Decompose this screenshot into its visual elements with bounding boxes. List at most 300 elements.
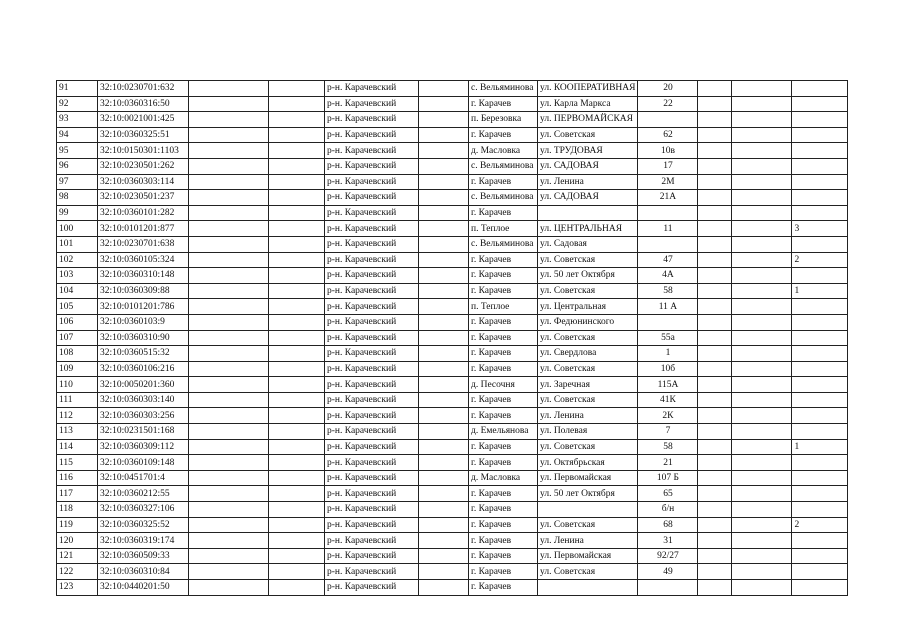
empty-cell [698,548,732,564]
street-cell: ул. ЦЕНТРАЛЬНАЯ [538,221,638,237]
extra-number-cell [792,143,848,159]
empty-cell [732,299,792,315]
table-row [57,517,848,533]
extra-number-cell [792,502,848,518]
district-cell: р-н. Карачевский [325,330,419,346]
district-cell: р-н. Карачевский [325,517,419,533]
street-cell: ул. Советская [538,392,638,408]
empty-cell [269,112,325,128]
street-cell: ул. Советская [538,330,638,346]
empty-cell [732,96,792,112]
row-number-cell: 112 [57,408,98,424]
extra-number-cell [792,190,848,206]
empty-cell [189,361,269,377]
cadastral-number-cell: 32:10:0360303:256 [98,408,189,424]
empty-cell [732,283,792,299]
house-number-cell: 47 [638,252,698,268]
empty-cell [419,158,469,174]
table-row [57,533,848,549]
house-number-cell [638,236,698,252]
street-cell: ул. Заречная [538,377,638,393]
cadastral-number-cell: 32:10:0360325:51 [98,127,189,143]
empty-cell [698,424,732,440]
empty-cell [698,439,732,455]
empty-cell [732,580,792,596]
extra-number-cell [792,112,848,128]
empty-cell [419,346,469,362]
settlement-cell: с. Вельяминова [469,158,538,174]
row-number-cell: 108 [57,346,98,362]
address-table [56,80,848,596]
empty-cell [189,314,269,330]
row-number-cell: 91 [57,81,98,97]
table-row [57,221,848,237]
empty-cell [419,252,469,268]
table-row [57,548,848,564]
empty-cell [419,377,469,393]
street-cell: ул. 50 лет Октября [538,268,638,284]
row-number-cell: 96 [57,158,98,174]
street-cell: ул. КООПЕРАТИВНАЯ [538,81,638,97]
row-number-cell: 106 [57,314,98,330]
empty-cell [419,455,469,471]
empty-cell [189,190,269,206]
house-number-cell: 62 [638,127,698,143]
house-number-cell: 21 [638,455,698,471]
row-number-cell: 115 [57,455,98,471]
settlement-cell: г. Карачев [469,283,538,299]
row-number-cell: 98 [57,190,98,206]
settlement-cell: г. Карачев [469,502,538,518]
empty-cell [698,143,732,159]
settlement-cell: д. Емельянова [469,424,538,440]
empty-cell [419,221,469,237]
house-number-cell: 10б [638,361,698,377]
house-number-cell: 17 [638,158,698,174]
table-row [57,127,848,143]
empty-cell [732,564,792,580]
cadastral-number-cell: 32:10:0360303:140 [98,392,189,408]
extra-number-cell [792,424,848,440]
table-row [57,81,848,97]
house-number-cell: 4А [638,268,698,284]
cadastral-number-cell: 32:10:0050201:360 [98,377,189,393]
empty-cell [189,377,269,393]
street-cell: ул. Советская [538,252,638,268]
cadastral-number-cell: 32:10:0230501:237 [98,190,189,206]
settlement-cell: г. Карачев [469,580,538,596]
table-row [57,112,848,128]
district-cell: р-н. Карачевский [325,361,419,377]
empty-cell [419,127,469,143]
row-number-cell: 103 [57,268,98,284]
house-number-cell: 49 [638,564,698,580]
empty-cell [419,533,469,549]
empty-cell [732,205,792,221]
table-row [57,96,848,112]
settlement-cell: г. Карачев [469,486,538,502]
settlement-cell: г. Карачев [469,330,538,346]
row-number-cell: 93 [57,112,98,128]
settlement-cell: с. Вельяминова [469,236,538,252]
street-cell: ул. Первомайская [538,470,638,486]
settlement-cell: г. Карачев [469,174,538,190]
table-row [57,424,848,440]
empty-cell [269,408,325,424]
empty-cell [732,439,792,455]
cadastral-number-cell: 32:10:0360316:50 [98,96,189,112]
empty-cell [732,127,792,143]
row-number-cell: 121 [57,548,98,564]
table-row [57,330,848,346]
empty-cell [189,533,269,549]
extra-number-cell [792,377,848,393]
empty-cell [189,470,269,486]
settlement-cell: п. Теплое [469,299,538,315]
empty-cell [269,548,325,564]
district-cell: р-н. Карачевский [325,533,419,549]
settlement-cell: с. Вельяминова [469,190,538,206]
row-number-cell: 101 [57,236,98,252]
house-number-cell: 115А [638,377,698,393]
table-row [57,268,848,284]
empty-cell [698,268,732,284]
empty-cell [269,377,325,393]
cadastral-number-cell: 32:10:0360105:324 [98,252,189,268]
house-number-cell [638,314,698,330]
empty-cell [189,143,269,159]
settlement-cell: г. Карачев [469,455,538,471]
table-row [57,361,848,377]
empty-cell [732,408,792,424]
street-cell [538,502,638,518]
empty-cell [419,143,469,159]
street-cell: ул. Советская [538,283,638,299]
empty-cell [189,548,269,564]
street-cell: ул. Полевая [538,424,638,440]
empty-cell [269,81,325,97]
empty-cell [698,81,732,97]
empty-cell [732,236,792,252]
empty-cell [732,517,792,533]
district-cell: р-н. Карачевский [325,439,419,455]
empty-cell [698,127,732,143]
district-cell: р-н. Карачевский [325,377,419,393]
street-cell [538,205,638,221]
settlement-cell: п. Березовка [469,112,538,128]
settlement-cell: г. Карачев [469,439,538,455]
house-number-cell: 1 [638,346,698,362]
empty-cell [732,174,792,190]
district-cell: р-н. Карачевский [325,127,419,143]
table-row [57,158,848,174]
street-cell: ул. САДОВАЯ [538,190,638,206]
row-number-cell: 109 [57,361,98,377]
empty-cell [419,502,469,518]
settlement-cell: г. Карачев [469,96,538,112]
settlement-cell: г. Карачев [469,252,538,268]
cadastral-number-cell: 32:10:0230701:632 [98,81,189,97]
empty-cell [419,361,469,377]
extra-number-cell [792,96,848,112]
table-row [57,190,848,206]
empty-cell [189,392,269,408]
empty-cell [698,174,732,190]
house-number-cell: 65 [638,486,698,502]
row-number-cell: 99 [57,205,98,221]
empty-cell [698,283,732,299]
row-number-cell: 120 [57,533,98,549]
cadastral-number-cell: 32:10:0360515:32 [98,346,189,362]
row-number-cell: 107 [57,330,98,346]
cadastral-number-cell: 32:10:0101201:877 [98,221,189,237]
street-cell: ул. Свердлова [538,346,638,362]
empty-cell [698,190,732,206]
empty-cell [269,143,325,159]
table-row [57,408,848,424]
cadastral-number-cell: 32:10:0021001:425 [98,112,189,128]
empty-cell [698,221,732,237]
row-number-cell: 102 [57,252,98,268]
table-row [57,143,848,159]
empty-cell [698,392,732,408]
cadastral-number-cell: 32:10:0101201:786 [98,299,189,315]
street-cell: ул. Советская [538,361,638,377]
table-row [57,174,848,190]
district-cell: р-н. Карачевский [325,408,419,424]
empty-cell [698,408,732,424]
empty-cell [189,283,269,299]
empty-cell [419,81,469,97]
empty-cell [698,236,732,252]
empty-cell [269,439,325,455]
street-cell: ул. Советская [538,127,638,143]
row-number-cell: 104 [57,283,98,299]
empty-cell [698,377,732,393]
street-cell: ул. ПЕРВОМАЙСКАЯ [538,112,638,128]
district-cell: р-н. Карачевский [325,564,419,580]
empty-cell [419,439,469,455]
empty-cell [419,299,469,315]
empty-cell [419,470,469,486]
settlement-cell: г. Карачев [469,268,538,284]
empty-cell [419,580,469,596]
house-number-cell: 2К [638,408,698,424]
empty-cell [189,486,269,502]
table-row [57,502,848,518]
settlement-cell: г. Карачев [469,517,538,533]
table-row [57,377,848,393]
house-number-cell: 55а [638,330,698,346]
table-row [57,252,848,268]
settlement-cell: д. Масловка [469,143,538,159]
empty-cell [698,96,732,112]
extra-number-cell [792,205,848,221]
table-row [57,205,848,221]
empty-cell [698,330,732,346]
extra-number-cell [792,158,848,174]
empty-cell [189,439,269,455]
district-cell: р-н. Карачевский [325,205,419,221]
empty-cell [269,314,325,330]
table-row [57,299,848,315]
empty-cell [269,299,325,315]
row-number-cell: 116 [57,470,98,486]
table-row [57,486,848,502]
empty-cell [732,112,792,128]
extra-number-cell [792,314,848,330]
extra-number-cell [792,470,848,486]
settlement-cell: г. Карачев [469,361,538,377]
empty-cell [269,283,325,299]
empty-cell [269,361,325,377]
empty-cell [419,330,469,346]
extra-number-cell [792,236,848,252]
row-number-cell: 119 [57,517,98,533]
row-number-cell: 97 [57,174,98,190]
cadastral-number-cell: 32:10:0360103:9 [98,314,189,330]
district-cell: р-н. Карачевский [325,470,419,486]
empty-cell [698,314,732,330]
row-number-cell: 92 [57,96,98,112]
settlement-cell: г. Карачев [469,564,538,580]
empty-cell [189,299,269,315]
cadastral-number-cell: 32:10:0360309:88 [98,283,189,299]
district-cell: р-н. Карачевский [325,299,419,315]
empty-cell [732,158,792,174]
district-cell: р-н. Карачевский [325,502,419,518]
empty-cell [419,268,469,284]
cadastral-number-cell: 32:10:0360109:148 [98,455,189,471]
empty-cell [419,548,469,564]
street-cell: ул. ТРУДОВАЯ [538,143,638,159]
row-number-cell: 94 [57,127,98,143]
empty-cell [269,174,325,190]
empty-cell [269,221,325,237]
row-number-cell: 117 [57,486,98,502]
cadastral-number-cell: 32:10:0230701:638 [98,236,189,252]
extra-number-cell: 1 [792,439,848,455]
extra-number-cell [792,392,848,408]
settlement-cell: г. Карачев [469,408,538,424]
empty-cell [419,205,469,221]
district-cell: р-н. Карачевский [325,392,419,408]
street-cell: ул. Садовая [538,236,638,252]
extra-number-cell [792,408,848,424]
empty-cell [732,470,792,486]
empty-cell [698,158,732,174]
row-number-cell: 118 [57,502,98,518]
street-cell: ул. Ленина [538,408,638,424]
empty-cell [419,174,469,190]
empty-cell [189,174,269,190]
street-cell: ул. Октябрьская [538,455,638,471]
cadastral-number-cell: 32:10:0451701:4 [98,470,189,486]
empty-cell [189,580,269,596]
settlement-cell: с. Вельяминова [469,81,538,97]
empty-cell [732,361,792,377]
empty-cell [189,112,269,128]
cadastral-number-cell: 32:10:0150301:1103 [98,143,189,159]
settlement-cell: д. Масловка [469,470,538,486]
empty-cell [698,580,732,596]
address-table-body [57,81,848,596]
empty-cell [189,81,269,97]
extra-number-cell [792,81,848,97]
empty-cell [419,486,469,502]
extra-number-cell [792,533,848,549]
cadastral-number-cell: 32:10:0360106:216 [98,361,189,377]
settlement-cell: г. Карачев [469,127,538,143]
extra-number-cell [792,299,848,315]
empty-cell [419,190,469,206]
street-cell: ул. 50 лет Октября [538,486,638,502]
empty-cell [189,346,269,362]
empty-cell [732,502,792,518]
house-number-cell: 7 [638,424,698,440]
cadastral-number-cell: 32:10:0360325:52 [98,517,189,533]
empty-cell [732,424,792,440]
house-number-cell [638,205,698,221]
extra-number-cell [792,174,848,190]
district-cell: р-н. Карачевский [325,455,419,471]
extra-number-cell [792,127,848,143]
empty-cell [732,455,792,471]
empty-cell [189,96,269,112]
empty-cell [189,236,269,252]
empty-cell [269,190,325,206]
empty-cell [698,252,732,268]
district-cell: р-н. Карачевский [325,268,419,284]
row-number-cell: 110 [57,377,98,393]
empty-cell [698,361,732,377]
empty-cell [698,112,732,128]
district-cell: р-н. Карачевский [325,548,419,564]
street-cell: ул. Советская [538,564,638,580]
row-number-cell: 95 [57,143,98,159]
empty-cell [269,455,325,471]
empty-cell [189,424,269,440]
street-cell: ул. Советская [538,439,638,455]
district-cell: р-н. Карачевский [325,190,419,206]
cadastral-number-cell: 32:10:0230501:262 [98,158,189,174]
empty-cell [269,252,325,268]
settlement-cell: г. Карачев [469,533,538,549]
empty-cell [269,330,325,346]
empty-cell [269,392,325,408]
extra-number-cell: 2 [792,252,848,268]
street-cell: ул. Советская [538,517,638,533]
empty-cell [698,486,732,502]
district-cell: р-н. Карачевский [325,96,419,112]
house-number-cell: 21А [638,190,698,206]
extra-number-cell: 2 [792,517,848,533]
empty-cell [269,517,325,533]
empty-cell [269,424,325,440]
table-row [57,564,848,580]
empty-cell [269,158,325,174]
empty-cell [732,143,792,159]
extra-number-cell [792,548,848,564]
empty-cell [189,330,269,346]
house-number-cell: 20 [638,81,698,97]
settlement-cell: г. Карачев [469,392,538,408]
empty-cell [269,346,325,362]
extra-number-cell [792,486,848,502]
district-cell: р-н. Карачевский [325,580,419,596]
empty-cell [189,127,269,143]
empty-cell [698,533,732,549]
